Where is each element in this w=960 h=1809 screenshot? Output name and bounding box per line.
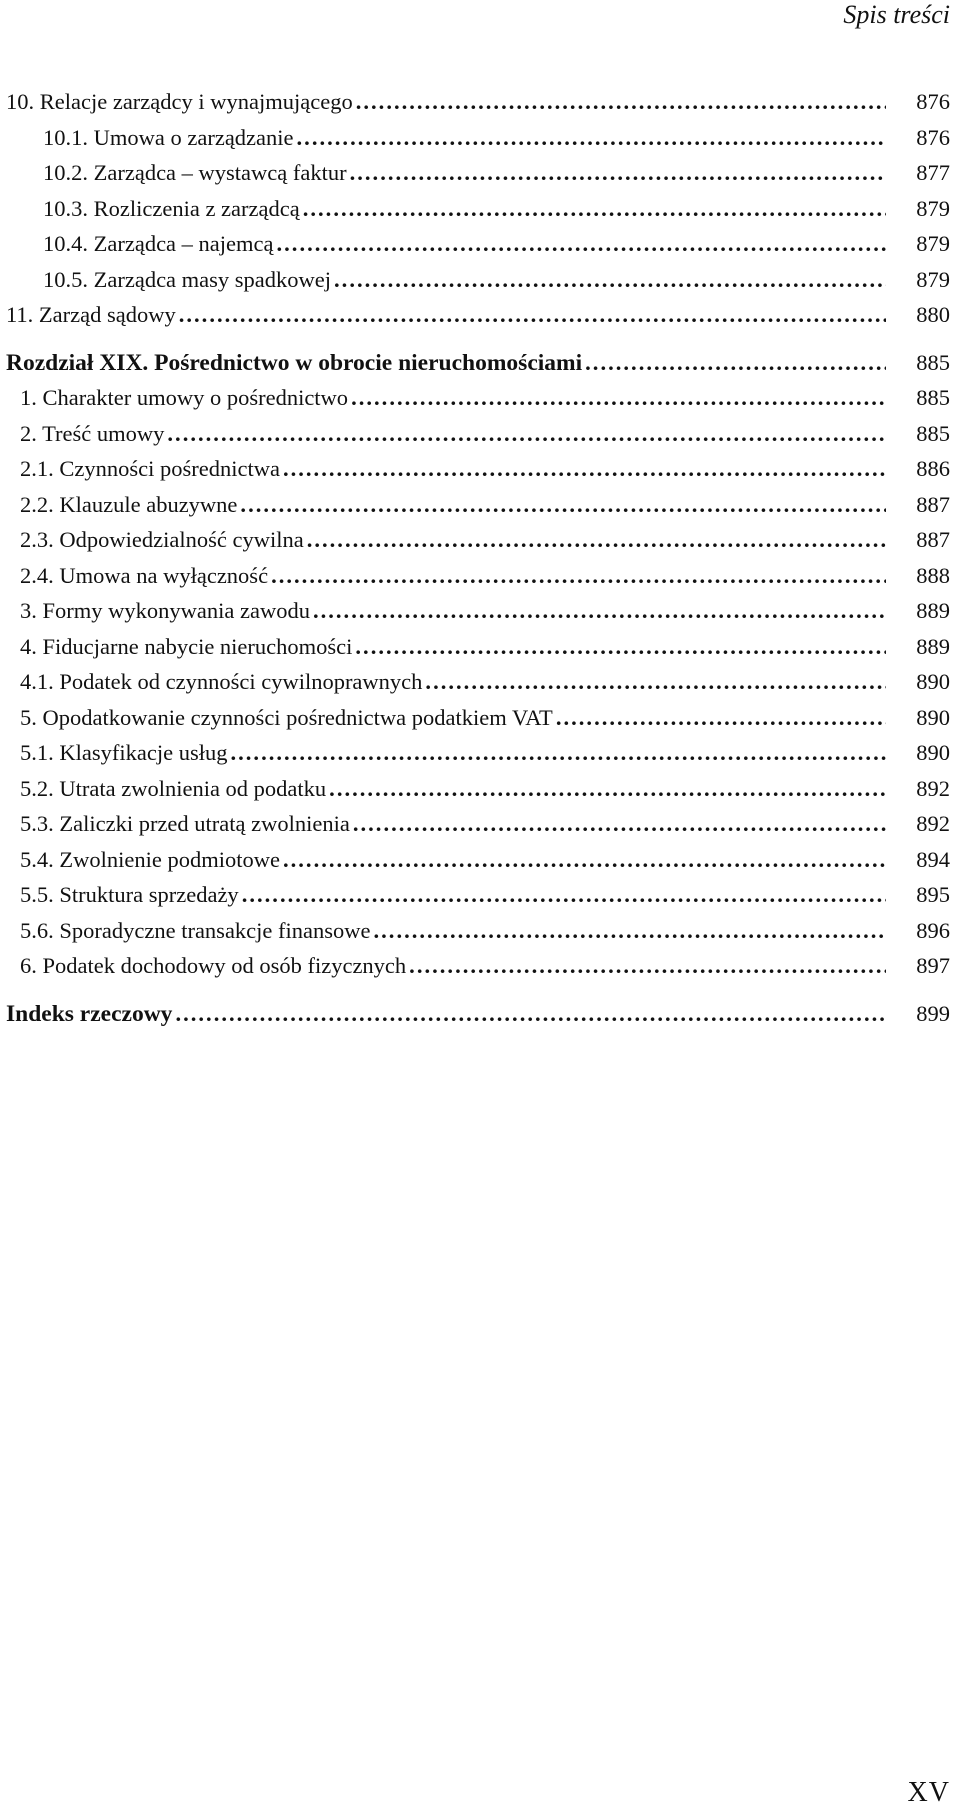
toc-entry-page: 896: [916, 917, 950, 943]
toc-entry-title: 5.1. Klasyfikacje usług: [20, 740, 228, 765]
toc-entry-title: 11. Zarząd sądowy: [6, 302, 176, 327]
toc-entry[interactable]: [6, 806, 950, 842]
toc-entry[interactable]: [6, 877, 950, 913]
toc-entry-page: 885: [916, 385, 950, 410]
toc-entry-title: 10.5. Zarządca masy spadkowej: [43, 266, 332, 292]
toc-entry-title: 10. Relacje zarządcy i wynajmującego: [6, 89, 353, 114]
toc-entry-page: 885: [916, 420, 950, 446]
toc-entry-page: 889: [916, 598, 950, 623]
toc-entry[interactable]: [6, 593, 950, 629]
dot-leader: [307, 522, 886, 558]
toc-entry-page: 894: [916, 846, 950, 872]
toc-entry[interactable]: [6, 522, 950, 558]
toc-entry[interactable]: [6, 948, 950, 984]
running-head: Spis treści: [843, 0, 950, 29]
toc-index-title: Indeks rzeczowy: [6, 1000, 173, 1027]
toc-entry[interactable]: [6, 120, 950, 156]
toc-entry-page: 886: [916, 456, 950, 481]
toc-entry-title: 5.3. Zaliczki przed utratą zwolnienia: [20, 811, 350, 836]
toc-entry[interactable]: [6, 191, 950, 227]
toc-entry[interactable]: [6, 629, 950, 665]
toc-entry-title: 10.2. Zarządca – wystawcą faktur: [43, 160, 347, 185]
toc-chapter-entry[interactable]: [6, 345, 950, 381]
toc-entry-title: 10.3. Rozliczenia z zarządcą: [43, 195, 300, 221]
toc-entry-title: 2. Treść umowy: [20, 420, 165, 446]
dot-leader: [277, 226, 887, 262]
toc-entry[interactable]: [6, 735, 950, 771]
toc-entry-page: 890: [916, 669, 950, 694]
toc-entry-page: 892: [916, 775, 950, 801]
toc-entry-page: 885: [916, 349, 950, 375]
toc-entry-title: 2.1. Czynności pośrednictwa: [20, 456, 280, 481]
toc-entry-title: 5.4. Zwolnienie podmiotowe: [20, 846, 280, 872]
toc-entry-title: 5.5. Struktura sprzedaży: [20, 882, 239, 907]
toc-entry[interactable]: [6, 297, 950, 333]
toc-entry-title: 2.2. Klauzule abuzywne: [20, 491, 238, 517]
page-number: XV: [907, 1777, 950, 1808]
dot-leader: [167, 416, 886, 452]
toc-entry-title: 5.6. Sporadyczne transakcje finansowe: [20, 917, 371, 943]
toc-entry-page: 877: [916, 160, 950, 185]
toc-entry-title: 5. Opodatkowanie czynności pośrednictwa podatkiem VAT: [20, 704, 553, 730]
dot-leader: [334, 262, 886, 298]
toc-entry-title: 10.1. Umowa o zarządzanie: [43, 124, 294, 150]
toc-entry[interactable]: [6, 913, 950, 949]
table-of-contents: [6, 84, 950, 1031]
toc-entry-page: 876: [916, 89, 950, 114]
dot-leader: [556, 700, 886, 736]
toc-entry[interactable]: [6, 416, 950, 452]
toc-entry-page: 887: [916, 491, 950, 517]
toc-entry[interactable]: [6, 380, 950, 416]
dot-leader: [297, 120, 886, 156]
dot-leader: [242, 877, 886, 913]
toc-entry[interactable]: [6, 771, 950, 807]
dot-leader: [271, 558, 886, 594]
toc-entry-page: 879: [916, 195, 950, 221]
toc-entry-title: 3. Formy wykonywania zawodu: [20, 598, 310, 623]
toc-index-entry[interactable]: [6, 996, 950, 1032]
toc-entry-title: 4. Fiducjarne nabycie nieruchomości: [20, 633, 353, 659]
toc-entry[interactable]: [6, 226, 950, 262]
toc-entry-page: 897: [916, 953, 950, 978]
dot-leader: [585, 345, 886, 381]
toc-entry-page: 890: [916, 740, 950, 765]
toc-entry-page: 887: [916, 527, 950, 552]
toc-entry[interactable]: [6, 842, 950, 878]
toc-entry-page: 899: [916, 1000, 950, 1026]
dot-leader: [303, 191, 886, 227]
dot-leader: [283, 842, 886, 878]
dot-leader: [409, 948, 886, 984]
dot-leader: [329, 771, 886, 807]
dot-leader: [313, 593, 886, 629]
toc-entry[interactable]: [6, 700, 950, 736]
toc-entry-page: 895: [916, 882, 950, 907]
toc-entry-page: 879: [916, 266, 950, 292]
dot-leader: [356, 84, 886, 120]
toc-entry[interactable]: [6, 487, 950, 523]
toc-entry-title: 2.4. Umowa na wyłączność: [20, 562, 269, 588]
toc-entry-title: 10.4. Zarządca – najemcą: [43, 231, 274, 256]
dot-leader: [353, 806, 886, 842]
toc-entry[interactable]: [6, 451, 950, 487]
toc-chapter-title: Rozdział XIX. Pośrednictwo w obrocie nieruchomościami: [6, 349, 583, 376]
dot-leader: [175, 996, 886, 1032]
toc-entry-page: 876: [916, 124, 950, 150]
toc-entry[interactable]: [6, 155, 950, 191]
toc-entry-page: 880: [916, 302, 950, 327]
toc-entry-title: 4.1. Podatek od czynności cywilnoprawnych: [20, 669, 423, 694]
toc-entry-page: 889: [916, 633, 950, 659]
toc-entry-page: 890: [916, 704, 950, 730]
toc-entry-title: 6. Podatek dochodowy od osób fizycznych: [20, 953, 407, 978]
dot-leader: [230, 735, 886, 771]
toc-entry-page: 888: [916, 562, 950, 588]
toc-entry-title: 5.2. Utrata zwolnienia od podatku: [20, 775, 327, 801]
dot-leader: [240, 487, 886, 523]
toc-entry-title: 2.3. Odpowiedzialność cywilna: [20, 527, 304, 552]
dot-leader: [283, 451, 886, 487]
dot-leader: [351, 380, 886, 416]
toc-entry[interactable]: [6, 664, 950, 700]
toc-entry-title: 1. Charakter umowy o pośrednictwo: [20, 385, 349, 410]
dot-leader: [425, 664, 886, 700]
toc-entry-page: 892: [916, 811, 950, 836]
toc-entry[interactable]: [6, 262, 950, 298]
toc-entry-page: 879: [916, 231, 950, 256]
toc-entry[interactable]: [6, 558, 950, 594]
toc-entry[interactable]: [6, 84, 950, 120]
dot-leader: [350, 155, 886, 191]
dot-leader: [355, 629, 886, 665]
dot-leader: [179, 297, 886, 333]
dot-leader: [374, 913, 887, 949]
